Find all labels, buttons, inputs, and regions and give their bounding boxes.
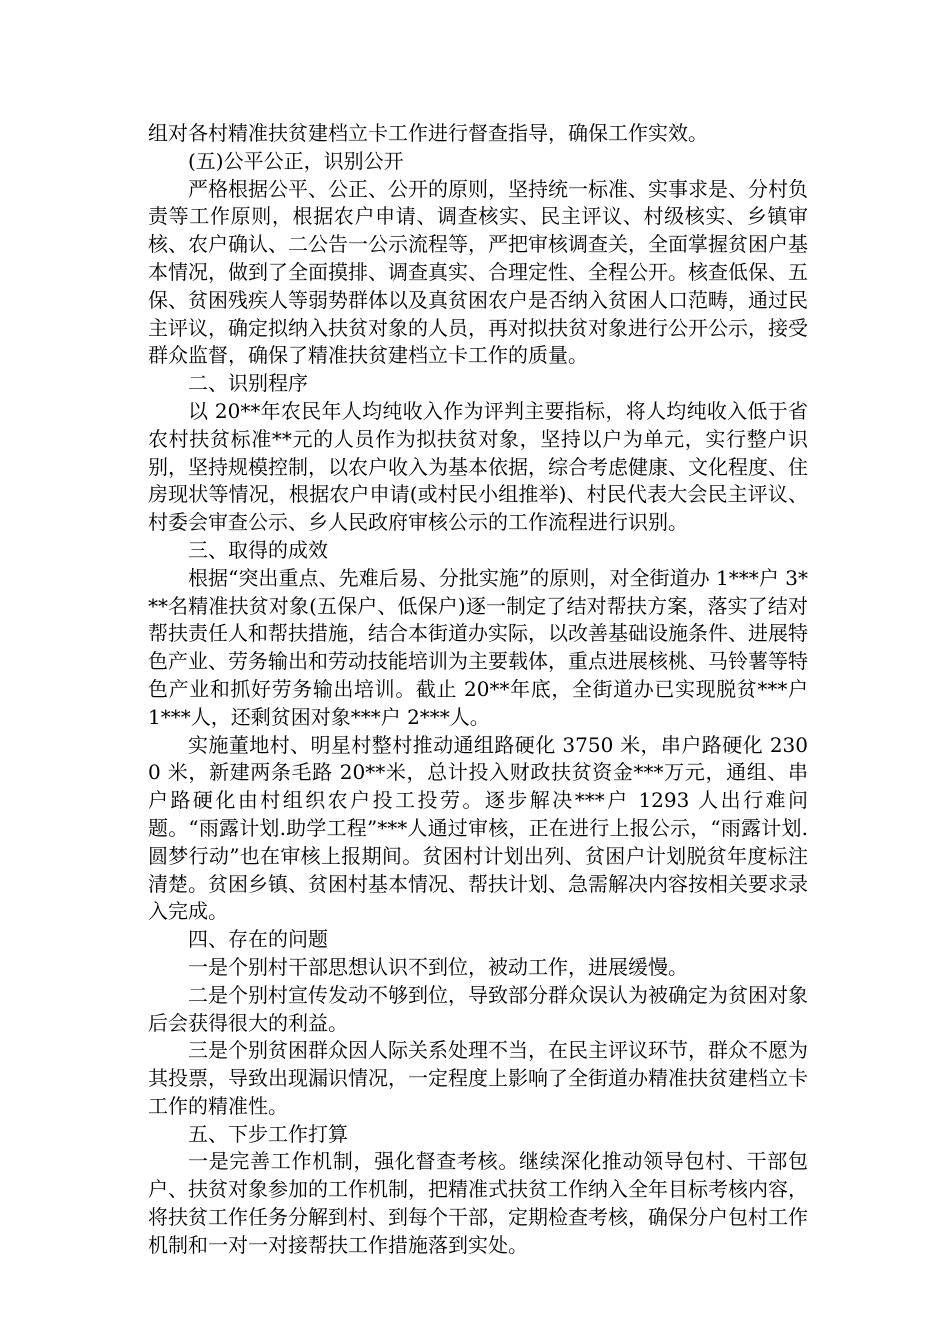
paragraph-fairness-principles: 严格根据公平、公正、公开的原则，坚持统一标准、实事求是、分村负责等工作原则，根据农户申请、调查核实、民主评议、村级核实、乡镇审核、农户确认、二公告一公示流程等，严把审核调查关，全面掌握贫困户基本情况，做到了全面摸排、调查真实、合理定性、全程公开。核查低保、五保、贫困残疾人等弱势群体以及真贫困农户是否纳入贫困人口范畴，通过民主评议，确定拟纳入扶贫对象的人员，再对拟扶贫对象进行公开公示，接受群众监督，确保了精准扶贫建档立卡工作的质量。 — [148, 176, 808, 368]
paragraph-continued: 组对各村精准扶贫建档立卡工作进行督查指导，确保工作实效。 — [148, 121, 708, 145]
section-heading-achievements: 三、取得的成效 — [188, 537, 328, 562]
section-heading-next-steps: 五、下步工作打算 — [188, 1121, 348, 1146]
document-body — [148, 120, 808, 1260]
paragraph-next-step-1: 一是完善工作机制，强化督查考核。继续深化推动领导包村、干部包户、扶贫对象参加的工作机制，把精准式扶贫工作纳入全年目标考核内容，将扶贫工作任务分解到村、到每个干部，定期检查考核，确保分户包村工作机制和一对一对接帮扶工作措施落到实处。 — [148, 1149, 808, 1257]
section-heading-identification-procedure: 二、识别程序 — [188, 371, 308, 396]
paragraph-problem-1: 一是个别村干部思想认识不到位，被动工作，进展缓慢。 — [188, 954, 688, 979]
section-heading-fairness: (五)公平公正，识别公开 — [188, 148, 404, 173]
paragraph-identification-procedure: 以 20**年农民年人均纯收入作为评判主要指标，将人均纯收入低于省农村扶贫标准**元的人员作为拟扶贫对象，坚持以户为单元，实行整户识别，坚持规模控制，以农户收入为基本依据，综合考虑健康、文化程度、住房现状等情况，根据农户申请(或村民小组推举)、村民代表大会民主评议、村委会审查公示、乡人民政府审核公示的工作流程进行识别。 — [148, 398, 808, 535]
paragraph-achievements-2: 实施董地村、明星村整村推动通组路硬化 3750 米，串户路硬化 2300 米，新建两条毛路 20**米，总计投入财政扶贫资金***万元，通组、串户路硬化由村组织农户投工投劳。逐步解决***户 1293 人出行难问题。“雨露计划.助学工程”***人通过审核，正在进行上报公示，“雨露计划.圆梦行动”也在审核上报期间。贫困村计划出列、贫困户计划脱贫年度标注清楚。贫困乡镇、贫困村基本情况、帮扶计划、急需解决内容按相关要求录入完成。 — [148, 732, 808, 924]
section-heading-problems: 四、存在的问题 — [188, 927, 328, 952]
paragraph-problem-3: 三是个别贫困群众因人际关系处理不当，在民主评议环节，群众不愿为其投票，导致出现漏识情况，一定程度上影响了全街道办精准扶贫建档立卡工作的精准性。 — [148, 1038, 808, 1118]
paragraph-achievements-1: 根据“突出重点、先难后易、分批实施”的原则，对全街道办 1***户 3***名精准扶贫对象(五保户、低保户)逐一制定了结对帮扶方案，落实了结对帮扶责任人和帮扶措施，结合本街道办实际，以改善基础设施条件、进展特色产业、劳务输出和劳动技能培训为主要载体，重点进展核桃、马铃薯等特色产业和抓好劳务输出培训。截止 20**年底，全街道办已实现脱贫***户 1***人，还剩贫困对象***户 2***人。 — [148, 565, 808, 729]
paragraph-problem-2: 二是个别村宣传发动不够到位，导致部分群众误认为被确定为贫困对象后会获得很大的利益。 — [148, 982, 808, 1035]
